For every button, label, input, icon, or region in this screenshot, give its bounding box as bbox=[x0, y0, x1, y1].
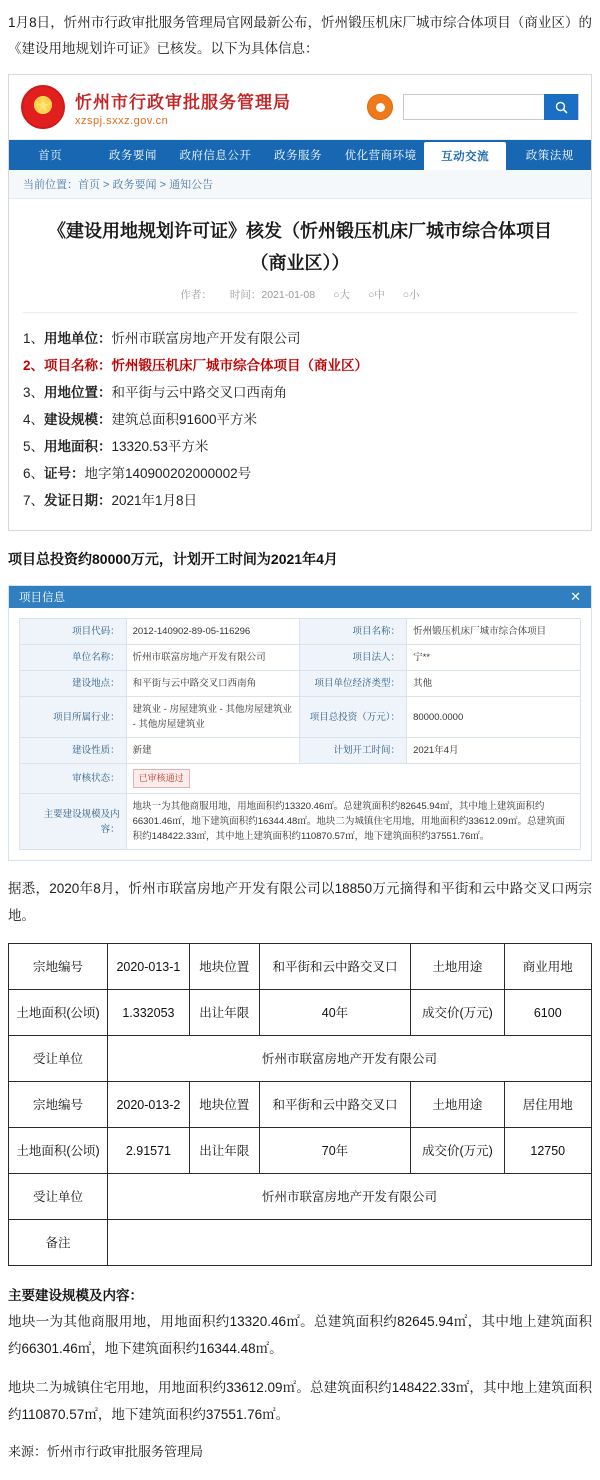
font-size-medium-button[interactable]: ○中 bbox=[367, 289, 385, 301]
doc-body bbox=[9, 313, 591, 530]
source-line: 来源：忻州市行政审批服务管理局 bbox=[8, 1444, 204, 1459]
close-icon[interactable]: ✕ bbox=[570, 589, 581, 604]
field-value: 80000.0000 bbox=[407, 697, 581, 738]
section-title: 主要建设规模及内容： bbox=[8, 1288, 143, 1303]
cell-label: 出让年限 bbox=[189, 990, 259, 1036]
detail-index: 1、 bbox=[23, 331, 45, 346]
detail-value: 地字第140900202000002号 bbox=[84, 466, 252, 481]
cell-label: 土地用途 bbox=[411, 944, 504, 990]
page-title: 《建设用地规划许可证》核发（忻州锻压机床厂城市综合体项目（商业区）） bbox=[48, 221, 552, 273]
project-info-table bbox=[19, 618, 581, 850]
cell-value: 商业用地 bbox=[504, 944, 591, 990]
site-branding bbox=[75, 88, 291, 127]
search-input[interactable] bbox=[404, 95, 544, 119]
detail-row bbox=[23, 487, 577, 514]
detail-index: 7、 bbox=[23, 493, 45, 508]
site-header bbox=[9, 75, 591, 140]
field-label: 计划开工时间： bbox=[300, 738, 407, 764]
detail-label: 建设规模： bbox=[44, 412, 112, 427]
main-nav bbox=[9, 140, 591, 170]
section-paragraph-2: 地块二为城镇住宅用地，用地面积约33612.09㎡。总建筑面积约148422.33㎡，其中地上建筑面积约110870.57㎡，地下建筑面积约37551.76㎡。 bbox=[8, 1380, 592, 1422]
detail-row bbox=[23, 406, 577, 433]
cell-value: 2020-013-1 bbox=[108, 944, 190, 990]
nav-item-business-env[interactable]: 优化营商环境 bbox=[344, 150, 417, 162]
field-label: 项目总投资（万元）： bbox=[300, 697, 407, 738]
middle-paragraph: 据悉，2020年8月，忻州市联富房地产开发有限公司以18850万元摘得和平街和云中路交叉口两宗地。 bbox=[8, 881, 592, 923]
detail-row bbox=[23, 433, 577, 460]
field-label: 项目所属行业： bbox=[20, 697, 127, 738]
status-cell bbox=[126, 764, 580, 794]
table-row bbox=[20, 764, 581, 794]
land-parcel-table bbox=[8, 943, 592, 1266]
field-value: 地块一为其他商服用地，用地面积约13320.46㎡。总建筑面积约82645.94㎡，其中地上建筑面积约66301.46㎡，地下建筑面积约16344.48㎡。地块二为城镇住宅用地，用地面积约33612.09㎡。总建筑面积约148422.33㎡，其中地上建筑面积约110870.57㎡，地下建筑面积约37551.76㎡。 bbox=[126, 794, 580, 850]
field-value: 其他 bbox=[407, 671, 581, 697]
table-row bbox=[20, 738, 581, 764]
search-box[interactable] bbox=[403, 94, 579, 120]
search-icon bbox=[555, 101, 568, 114]
table-row bbox=[20, 697, 581, 738]
cell-value: 2020-013-2 bbox=[108, 1082, 190, 1128]
table-row bbox=[9, 1128, 592, 1174]
field-value: 和平街与云中路交叉口西南角 bbox=[126, 671, 300, 697]
panel-title: 项目信息 bbox=[19, 592, 65, 604]
cell-value: 2.91571 bbox=[108, 1128, 190, 1174]
detail-row bbox=[23, 352, 577, 379]
table-row bbox=[20, 619, 581, 645]
table-row bbox=[9, 944, 592, 990]
detail-label: 证号： bbox=[44, 466, 85, 481]
cell-value: 和平街和云中路交叉口 bbox=[259, 1082, 411, 1128]
detail-row bbox=[23, 460, 577, 487]
field-label: 项目法人： bbox=[300, 645, 407, 671]
detail-index: 2、 bbox=[23, 358, 45, 373]
table-row bbox=[9, 990, 592, 1036]
cell-value bbox=[108, 1220, 592, 1266]
detail-index: 5、 bbox=[23, 439, 45, 454]
field-label: 主要建设规模及内容： bbox=[20, 794, 127, 850]
detail-value: 13320.53平方米 bbox=[111, 439, 209, 454]
detail-row bbox=[23, 325, 577, 352]
investment-note: 项目总投资约80000万元，计划开工时间为2021年4月 bbox=[8, 551, 338, 567]
field-label: 项目代码： bbox=[20, 619, 127, 645]
meta-author: 作者： bbox=[180, 289, 212, 301]
field-value: 2021年4月 bbox=[407, 738, 581, 764]
detail-label: 发证日期： bbox=[44, 493, 112, 508]
cell-label: 土地面积(公顷) bbox=[9, 1128, 108, 1174]
nav-item-news[interactable]: 政务要闻 bbox=[108, 150, 157, 162]
field-value: 建筑业 - 房屋建筑业 - 其他房屋建筑业 - 其他房屋建筑业 bbox=[126, 697, 300, 738]
cell-label: 受让单位 bbox=[9, 1036, 108, 1082]
table-row bbox=[20, 645, 581, 671]
site-url: xzspj.sxxz.gov.cn bbox=[75, 114, 169, 127]
field-label: 项目名称： bbox=[300, 619, 407, 645]
cell-label: 受让单位 bbox=[9, 1174, 108, 1220]
cell-value: 和平街和云中路交叉口 bbox=[259, 944, 411, 990]
field-value: 宁** bbox=[407, 645, 581, 671]
field-label: 建设地点： bbox=[20, 671, 127, 697]
cell-label: 出让年限 bbox=[189, 1128, 259, 1174]
detail-label: 用地位置： bbox=[44, 385, 112, 400]
detail-value: 忻州市联富房地产开发有限公司 bbox=[111, 331, 301, 346]
cell-value: 忻州市联富房地产开发有限公司 bbox=[108, 1174, 592, 1220]
field-value: 忻州市联富房地产开发有限公司 bbox=[126, 645, 300, 671]
field-label: 建设性质： bbox=[20, 738, 127, 764]
meta-date: 时间：2021-01-08 bbox=[229, 289, 316, 301]
cell-value: 12750 bbox=[504, 1128, 591, 1174]
detail-index: 6、 bbox=[23, 466, 45, 481]
project-info-panel bbox=[8, 585, 592, 861]
section-paragraph-1: 地块一为其他商服用地，用地面积约13320.46㎡。总建筑面积约82645.94㎡，其中地上建筑面积约66301.46㎡，地下建筑面积约16344.48㎡。 bbox=[8, 1314, 592, 1356]
field-label: 单位名称： bbox=[20, 645, 127, 671]
status-badge: 已审核通过 bbox=[133, 769, 190, 788]
table-row bbox=[9, 1036, 592, 1082]
cell-value: 1.332053 bbox=[108, 990, 190, 1036]
detail-index: 4、 bbox=[23, 412, 45, 427]
cell-label: 宗地编号 bbox=[9, 1082, 108, 1128]
search-button[interactable] bbox=[544, 94, 578, 120]
field-label: 项目单位经济类型： bbox=[300, 671, 407, 697]
accessibility-icon[interactable] bbox=[367, 94, 393, 120]
intro-paragraph: 1月8日，忻州市行政审批服务管理局官网最新公布，忻州锻压机床厂城市综合体项目（商业区）的《建设用地规划许可证》已核发。以下为具体信息： bbox=[8, 15, 592, 56]
table-row bbox=[9, 1220, 592, 1266]
detail-row bbox=[23, 379, 577, 406]
nav-item-home[interactable]: 首页 bbox=[38, 150, 63, 162]
table-row bbox=[9, 1174, 592, 1220]
field-label: 审核状态： bbox=[20, 764, 127, 794]
nav-item-interaction[interactable]: 互动交流 bbox=[424, 142, 507, 170]
cell-label: 成交价(万元) bbox=[411, 990, 504, 1036]
nav-item-services[interactable]: 政务服务 bbox=[274, 150, 323, 162]
field-value: 忻州锻压机床厂城市综合体项目 bbox=[407, 619, 581, 645]
detail-value: 2021年1月8日 bbox=[111, 493, 198, 508]
detail-label: 用地单位： bbox=[44, 331, 112, 346]
national-emblem-icon bbox=[21, 85, 65, 129]
cell-value: 6100 bbox=[504, 990, 591, 1036]
field-value: 2012-140902-89-05-116296 bbox=[126, 619, 300, 645]
nav-item-policy[interactable]: 政策法规 bbox=[525, 150, 574, 162]
cell-value: 居住用地 bbox=[504, 1082, 591, 1128]
font-size-small-button[interactable]: ○小 bbox=[402, 289, 420, 301]
table-row bbox=[20, 794, 581, 850]
breadcrumb: 当前位置：首页 > 政务要闻 > 通知公告 bbox=[9, 170, 591, 199]
site-title: 忻州市行政审批服务管理局 bbox=[75, 92, 291, 112]
cell-label: 地块位置 bbox=[189, 1082, 259, 1128]
field-value: 新建 bbox=[126, 738, 300, 764]
site-screenshot bbox=[8, 74, 592, 531]
detail-label: 用地面积： bbox=[44, 439, 112, 454]
cell-label: 宗地编号 bbox=[9, 944, 108, 990]
cell-value: 忻州市联富房地产开发有限公司 bbox=[108, 1036, 592, 1082]
panel-header bbox=[9, 586, 591, 608]
detail-value: 忻州锻压机床厂城市综合体项目（商业区） bbox=[111, 358, 369, 373]
cell-label: 备注 bbox=[9, 1220, 108, 1266]
detail-value: 建筑总面积91600平方米 bbox=[111, 412, 258, 427]
detail-label: 项目名称： bbox=[44, 358, 112, 373]
font-size-large-button[interactable]: ○大 bbox=[333, 289, 350, 301]
nav-item-disclosure[interactable]: 政府信息公开 bbox=[179, 150, 252, 162]
cell-label: 地块位置 bbox=[189, 944, 259, 990]
detail-index: 3、 bbox=[23, 385, 45, 400]
cell-label: 土地面积(公顷) bbox=[9, 990, 108, 1036]
cell-value: 40年 bbox=[259, 990, 411, 1036]
doc-meta bbox=[23, 287, 577, 313]
cell-label: 土地用途 bbox=[411, 1082, 504, 1128]
cell-label: 成交价(万元) bbox=[411, 1128, 504, 1174]
detail-value: 和平街与云中路交叉口西南角 bbox=[111, 385, 288, 400]
table-row bbox=[9, 1082, 592, 1128]
table-row bbox=[20, 671, 581, 697]
cell-value: 70年 bbox=[259, 1128, 411, 1174]
panel-body bbox=[9, 608, 591, 860]
